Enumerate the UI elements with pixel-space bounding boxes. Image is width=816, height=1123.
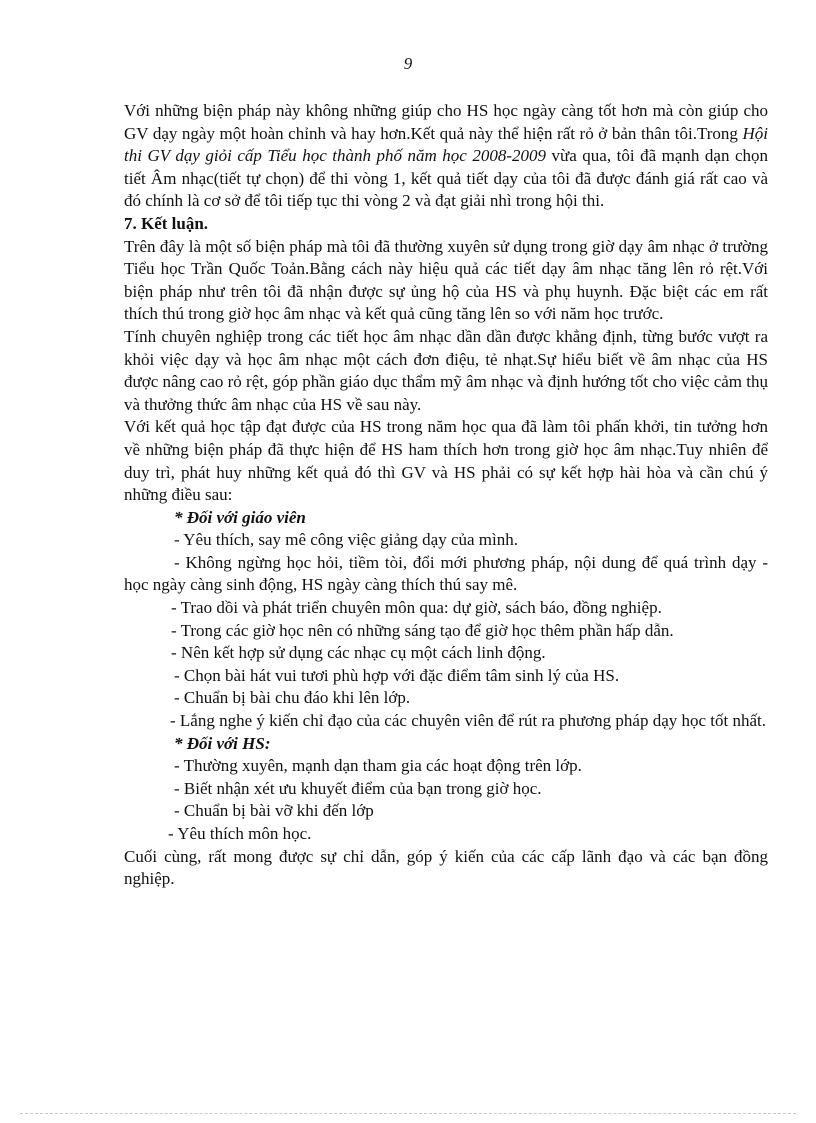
paragraph-conclusion-3: Với kết quả học tập đạt được của HS trong năm học qua đã làm tôi phấn khởi, tin tưởng hơn về những biện pháp đã thực hiện để HS ham thích hơn trong giờ học âm nhạc.Tuy nhiên để duy trì, phát huy những kết quả đó thì GV và HS phải có sự kết hợp hài hòa và cần chú ý những điều sau: — [124, 417, 768, 505]
teacher-item: - Chuẩn bị bài chu đáo khi lên lớp. — [174, 688, 411, 708]
teacher-item: - Lắng nghe ý kiến chỉ đạo của các chuyên viên để rút ra phương pháp dạy học tốt nhất. — [170, 711, 766, 731]
page-number: 9 — [403, 54, 413, 73]
paragraph-conclusion-2: Tính chuyên nghiệp trong các tiết học âm nhạc dần dần được khẳng định, từng bước vượt ra khỏi việc dạy và học âm nhạc một cách đơn điệu, tẻ nhạt.Sự hiểu biết về âm nhạc của HS được nâng cao rỏ rệt, góp phần giáo dục thẩm mỹ âm nhạc và định hướng tốt cho việc cảm thụ và thưởng thức âm nhạc của HS về sau này. — [124, 326, 768, 414]
teacher-item: - Trao dồi và phát triển chuyên môn qua: dự giờ, sách báo, đồng nghiệp. — [171, 598, 662, 618]
student-heading: * Đối với HS: — [174, 733, 271, 753]
paragraph-conclusion-1: Trên đây là một số biện pháp mà tôi đã thường xuyên sử dụng trong giờ dạy âm nhạc ở trường Tiểu học Trần Quốc Toản.Bằng cách này hiệu quả các tiết dạy âm nhạc tăng lên rỏ rệt.Với biện pháp như trên tôi đã nhận được sự ủng hộ của HS và phụ huynh. Đặc biệt các em rất thích thú trong giờ học âm nhạc và kết quả cũng tăng lên so với năm học trước. — [124, 236, 768, 324]
page-bottom-divider — [20, 1113, 796, 1114]
teacher-item: - Không ngừng học hỏi, tiềm tòi, đổi mới phương pháp, nội dung để quá trình dạy - học ngày càng sinh động, HS ngày càng thích thú say mê. — [124, 552, 768, 595]
student-item: - Chuẩn bị bài vỡ khi đến lớp — [174, 801, 374, 821]
document-body — [124, 100, 768, 891]
paragraph-results — [124, 100, 768, 213]
paragraph-results-start: Với những biện pháp này không những giúp cho HS học ngày càng tốt hơn mà còn giúp cho GV dạy ngày một hoàn chỉnh và hay hơn.Kết quả này thể hiện rất rỏ ở bản thân tôi.Trong — [124, 101, 768, 143]
teacher-item: - Chọn bài hát vui tươi phù hợp với đặc điểm tâm sinh lý của HS. — [174, 665, 620, 685]
teacher-item: - Trong các giờ học nên có những sáng tạo để giờ học thêm phần hấp dẫn. — [171, 620, 674, 640]
closing-paragraph: Cuối cùng, rất mong được sự chỉ dẫn, góp ý kiến của các cấp lãnh đạo và các bạn đồng nghiệp. — [124, 846, 768, 889]
student-item: - Yêu thích môn học. — [168, 824, 312, 843]
student-item: - Thường xuyên, mạnh dạn tham gia các hoạt động trên lớp. — [174, 756, 582, 776]
section-heading: 7. Kết luận. — [124, 213, 209, 233]
student-item: - Biết nhận xét ưu khuyết điểm của bạn trong giờ học. — [174, 778, 542, 798]
contest-name: Hội thi GV dạy giỏi cấp Tiểu học thành phố năm học 2008-2009 — [124, 123, 768, 166]
paragraph-results-end: vừa qua, tôi đã mạnh dạn chọn tiết Âm nhạc(tiết tự chọn) để thi vòng 1, kết quả tiết dạy của tôi đã được đánh giá rất cao và đó chính là cơ sở để tôi tiếp tục thi vòng 2 và đạt giải nhì trong hội thi. — [124, 146, 769, 211]
teacher-item: - Nên kết hợp sử dụng các nhạc cụ một cách linh động. — [171, 643, 546, 663]
teacher-item: - Yêu thích, say mê công việc giảng dạy của mình. — [174, 530, 518, 550]
teacher-heading: * Đối với giáo viên — [174, 507, 306, 527]
